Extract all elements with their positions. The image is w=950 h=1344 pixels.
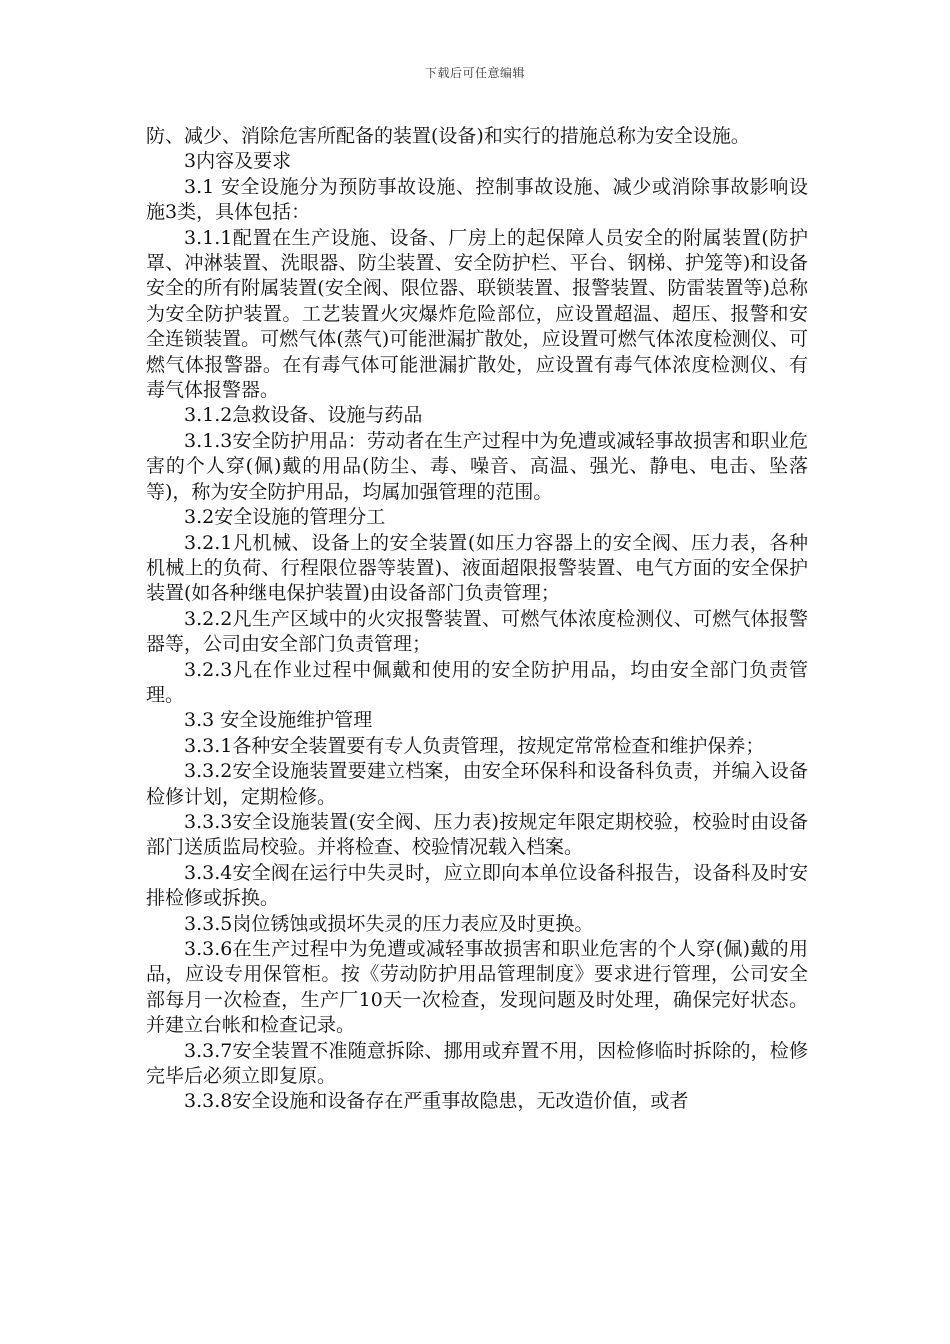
paragraph-3-3-1: 3.3.1各种安全装置要有专人负责管理，按规定常常检查和维护保养； <box>184 734 765 757</box>
paragraph-3-3-4: 3.3.4安全阀在运行中失灵时，应立即向本单位设备科报告，设备科及时安排检修或拆换。 <box>146 861 808 910</box>
paragraph-3-3-6: 3.3.6在生产过程中为免遭或减轻事故损害和职业危害的个人穿(佩)戴的用品，应设专用保管柜。按《劳动防护用品管理制度》要求进行管理，公司安全部每月一次检查，生产厂10天一次检查，发现问题及时处理，确保完好状态。 并建立台帐和检查记录。 <box>146 938 808 1037</box>
paragraph-3-3-8: 3.3.8安全设施和设备存在严重事故隐患，无改造价值，或者 <box>184 1090 689 1113</box>
paragraph-3-3-7: 3.3.7安全装置不准随意拆除、挪用或弃置不用，因检修临时拆除的，检修完毕后必须立即复原。 <box>146 1039 808 1088</box>
paragraph-3-3-5: 3.3.5岗位锈蚀或损坏失灵的压力表应及时更换。 <box>184 912 594 935</box>
paragraph-3-1-3: 3.1.3安全防护用品：劳动者在生产过程中为免遭或减轻事故损害和职业危害的个人穿(佩)戴的用品(防尘、毒、噪音、高温、强光、静电、电击、坠落等)，称为安全防护用品，均属加强管理的范围。 <box>146 429 808 503</box>
paragraph-3-2-2: 3.2.2凡生产区域中的火灾报警装置、可燃气体浓度检测仪、可燃气体报警器等，公司由安全部门负责管理； <box>146 607 808 656</box>
section-heading-3-3: 3.3 安全设施维护管理 <box>184 709 373 732</box>
paragraph-3-1-1: 3.1.1配置在生产设施、设备、厂房上的起保障人员安全的附属装置(防护罩、冲淋装置、洗眼器、防尘装置、安全防护栏、平台、钢梯、护笼等)和设备安全的所有附属装置(安全阀、限位器、联锁装置、报警装置、防雷装置等)总称为安全防护装置。工艺装置火灾爆炸危险部位，应设置超温、超压、报警和安全连锁装置。可燃气体(蒸气)可能泄漏扩散处，应设置可燃气体浓度检测仪、可燃气体报警器。在有毒气体可能泄漏扩散处，应设置有毒气体浓度检测仪、有毒气体报警器。 <box>146 226 808 402</box>
paragraph-3-1-2: 3.1.2急救设备、设施与药品 <box>184 404 423 427</box>
paragraph-3-2-1: 3.2.1凡机械、设备上的安全装置(如压力容器上的安全阀、压力表，各种机械上的负荷、行程限位器等装置)、液面超限报警装置、电气方面的安全保护装置(如各种继电保护装置)由设备部门负责管理； <box>146 531 808 605</box>
document-body <box>146 124 808 1115</box>
paragraph-3-2-3: 3.2.3凡在作业过程中佩戴和使用的安全防护用品，均由安全部门负责管理。 <box>146 658 808 706</box>
paragraph-3-3-2: 3.3.2安全设施装置要建立档案，由安全环保科和设备科负责，并编入设备检修计划，定期检修。 <box>146 760 808 808</box>
section-heading-3-2: 3.2安全设施的管理分工 <box>184 506 386 529</box>
paragraph-3-1: 3.1 安全设施分为预防事故设施、控制事故设施、减少或消除事故影响设施3类，具体包括： <box>146 175 808 224</box>
section-heading-3: 3内容及要求 <box>184 150 292 173</box>
paragraph-3-3-3: 3.3.3安全设施装置(安全阀、压力表)按规定年限定期校验，校验时由设备部门送质监局校验。并将检查、校验情况载入档案。 <box>146 810 808 859</box>
paragraph-continuation: 防、减少、消除危害所配备的装置(设备)和实行的措施总称为安全设施。 <box>146 125 750 147</box>
page-header: 下载后可任意编辑 <box>424 66 525 80</box>
